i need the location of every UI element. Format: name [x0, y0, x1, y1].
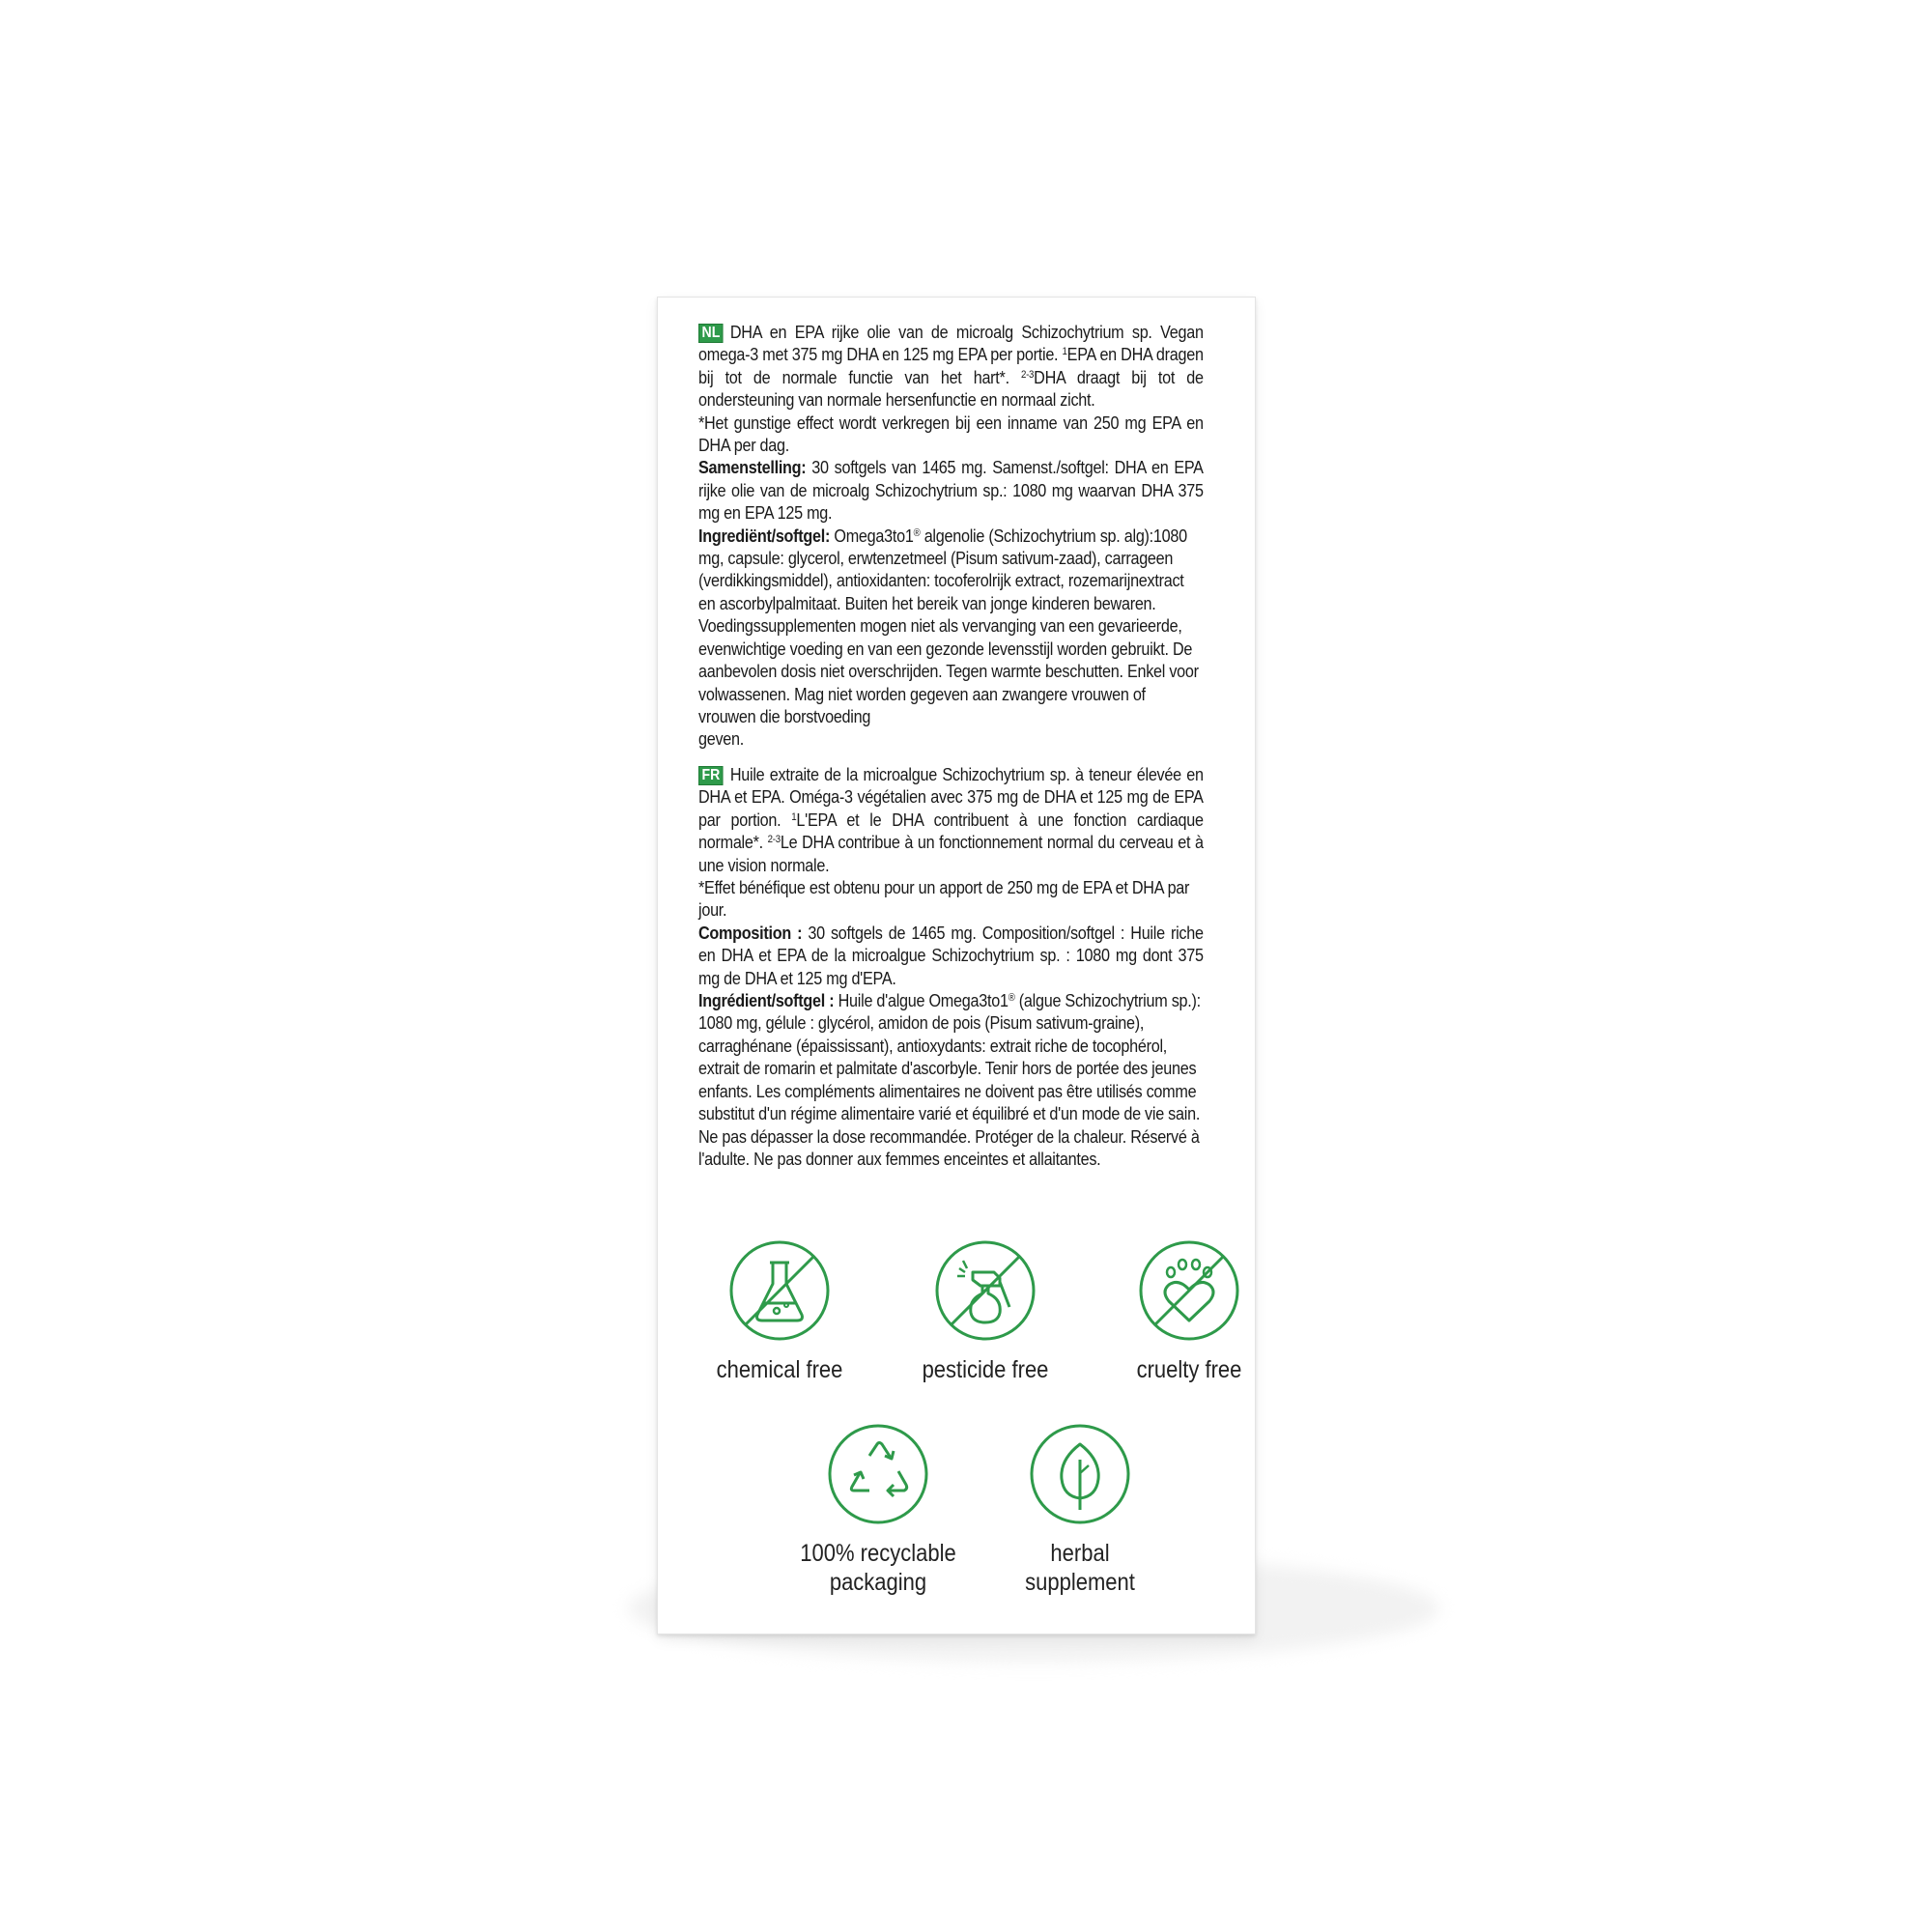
fr-ingredient-paragraph — [698, 989, 1204, 1170]
fr-sup2: 2-3 — [767, 834, 781, 846]
nl-intro: DHA en EPA rijke olie van de microalg Schizochytrium sp. Vegan omega-3 met 375 mg DHA en 125 mg EPA per portie. — [698, 322, 1204, 365]
herbal-label-line1: herbal — [1050, 1540, 1110, 1567]
nl-note: *Het gunstige effect wordt verkregen bij een inname van 250 mg EPA en DHA per dag. — [698, 412, 1204, 456]
chemical-free-badge — [683, 1239, 876, 1384]
fr-language-badge: FR — [698, 766, 724, 785]
nl-sup1: 1 — [1062, 346, 1067, 358]
pesticide-spray-icon — [934, 1239, 1037, 1342]
nl-sup2: 2-3 — [1020, 368, 1035, 381]
french-intro-paragraph — [698, 763, 1204, 876]
nl-claim1: EPA en DHA dragen bij tot de normale functie van het hart*. — [698, 344, 1204, 387]
nl-ingredient-end: geven. — [698, 728, 745, 750]
nl-ingredient-text: algenolie (Schizochytrium sp. alg):1080 mg, capsule: glycerol, erwtenzetmeel (Pisum sativum-zaad), carrageen (verdikkingsmiddel), antioxidanten: tocoferolrijk extract, rozemarijnextract en ascorbylpalmitaat. Buiten het bereik van jonge kinderen bewaren. Voedingssupplementen mogen niet als vervanging van een gevarieerde, evenwichtige voeding en van een gezonde levensstijl worden gebruikt. De aanbevolen dosis niet overschrijden. Tegen warmte beschutten. Enkel voor volwassenen. Mag niet worden gegeven aan zwangere vrouwen of vrouwen die borstvoeding — [698, 525, 1199, 726]
nl-composition-paragraph — [698, 456, 1204, 524]
fr-composition-paragraph — [698, 922, 1204, 989]
nl-registered-mark: ® — [913, 526, 921, 539]
nl-ingredient-paragraph — [698, 525, 1204, 728]
recyclable-label-line2: packaging — [829, 1569, 927, 1596]
cruelty-free-label: cruelty free — [1136, 1356, 1242, 1383]
chemical-flask-icon — [728, 1239, 831, 1342]
herbal-label-line2: supplement — [1025, 1569, 1135, 1596]
fr-claim1: L'EPA et le DHA contribuent à une fonction cardiaque normale*. — [698, 809, 1204, 853]
nl-composition-text: 30 softgels van 1465 mg. Samenst./softgel: DHA en EPA rijke olie van de microalg Schizochytrium sp.: 1080 mg waarvan DHA 375 mg en EPA 125 mg. — [698, 457, 1204, 524]
fr-ingredient-brand: Huile d'algue Omega3to1 — [834, 990, 1009, 1011]
pesticide-free-badge — [889, 1239, 1082, 1384]
fr-sup1: 1 — [791, 810, 797, 823]
cruelty-free-badge — [1093, 1239, 1286, 1384]
french-text-block — [698, 763, 1204, 1170]
nl-language-badge: NL — [698, 324, 724, 343]
pesticide-free-label: pesticide free — [922, 1356, 1049, 1383]
fr-ingredient-label: Ingrédient/softgel : — [698, 990, 835, 1011]
fr-intro: Huile extraite de la microalgue Schizochytrium sp. à teneur élevée en DHA et EPA. Oméga-3 végétalien avec 375 mg de DHA et 125 mg de EPA par portion. — [698, 764, 1204, 830]
fr-registered-mark: ® — [1008, 992, 1015, 1005]
leaf-icon — [1029, 1423, 1131, 1525]
fr-composition-text: 30 softgels de 1465 mg. Composition/softgel : Huile riche en DHA et EPA de la microalgue Schizochytrium sp. : 1080 mg dont 375 mg de DHA et 125 mg d'EPA. — [698, 922, 1204, 988]
dutch-intro-paragraph — [698, 321, 1204, 412]
fr-claim2: Le DHA contribue à un fonctionnement normal du cerveau et à une vision normale. — [698, 832, 1204, 875]
nl-ingredient-label: Ingrediënt/softgel: — [698, 525, 831, 546]
chemical-free-label: chemical free — [716, 1356, 843, 1383]
recyclable-label-line1: 100% recyclable — [800, 1540, 956, 1567]
herbal-supplement-label — [995, 1539, 1165, 1597]
herbal-supplement-badge — [983, 1423, 1177, 1597]
recyclable-packaging-badge — [781, 1423, 975, 1597]
nl-ingredient-brand: Omega3to1 — [830, 525, 914, 546]
paw-heart-icon — [1138, 1239, 1240, 1342]
dutch-text-block — [698, 321, 1204, 751]
recyclable-packaging-label — [793, 1539, 963, 1597]
recycle-icon — [827, 1423, 929, 1525]
fr-composition-label: Composition : — [698, 922, 803, 943]
fr-note: *Effet bénéfique est obtenu pour un apport de 250 mg de EPA et DHA par jour. — [698, 877, 1190, 921]
nl-composition-label: Samenstelling: — [698, 457, 807, 478]
fr-ingredient-text: (algue Schizochytrium sp.): 1080 mg, gélule : glycérol, amidon de pois (Pisum sativum-graine), carraghénane (épaississant), antioxydants: extrait riche de tocophérol, extrait de romarin et palmitate d'ascorbyle. Tenir hors de portée des jeunes enfants. Les compléments alimentaires ne doivent pas être utilisés comme substitut d'un régime alimentaire varié et équilibré et d'un mode de vie sain. Ne pas dépasser la dose recommandée. Protéger de la chaleur. Réservé à l'adulte. Ne pas donner aux femmes enceintes et allaitantes. — [698, 990, 1201, 1169]
nl-claim2: DHA draagt bij tot de ondersteuning van normale hersenfunctie en normaal zicht. — [698, 366, 1204, 411]
product-label-panel — [657, 297, 1256, 1634]
